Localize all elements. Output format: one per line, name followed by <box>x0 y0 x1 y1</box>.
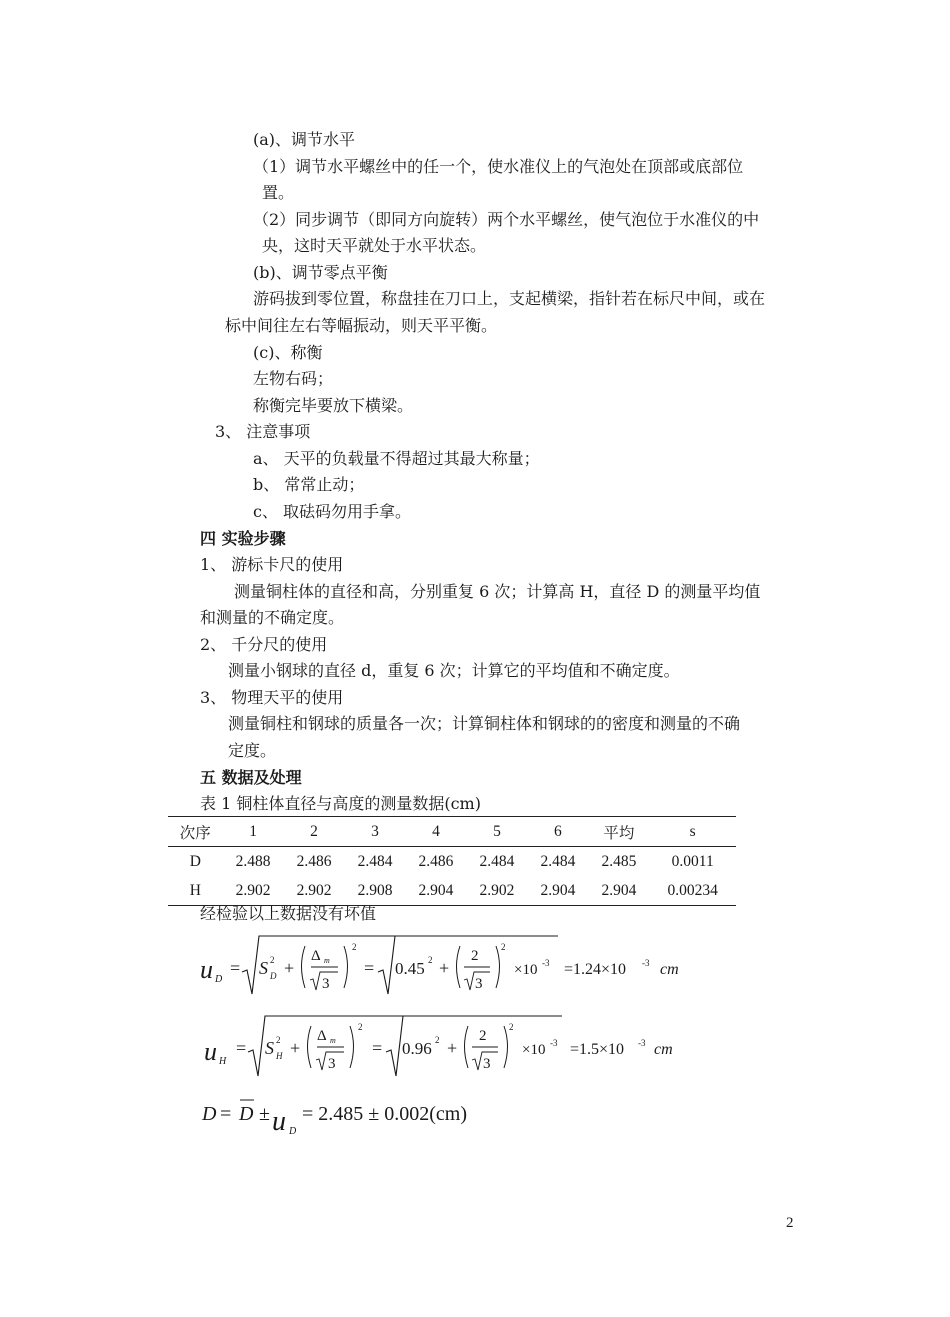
table-header-cell: 平均 <box>588 817 649 847</box>
text-line: 定度。 <box>228 741 277 760</box>
formula-D-result <box>200 1092 520 1142</box>
svg-text:2: 2 <box>479 1028 487 1044</box>
table-cell: 2.904 <box>405 876 466 906</box>
text-line: 3、 物理天平的使用 <box>200 688 344 707</box>
svg-text:+: + <box>439 958 450 978</box>
svg-text:3: 3 <box>475 976 483 992</box>
svg-text:+: + <box>284 958 295 978</box>
table-cell: H <box>168 876 223 906</box>
svg-text:m: m <box>324 956 330 965</box>
uD-unit: cm <box>660 961 679 978</box>
table-header-cell: 5 <box>466 817 527 847</box>
uD-result: =1.24×10 <box>564 961 627 978</box>
text-line-notes-heading: 3、 注意事项 <box>215 422 311 441</box>
table-cell: 2.488 <box>235 852 271 870</box>
text-line-c-heading: (c)、称衡 <box>253 343 323 362</box>
svg-text:D: D <box>289 1126 297 1137</box>
svg-text:3: 3 <box>322 976 330 992</box>
svg-text:2: 2 <box>352 942 357 952</box>
svg-text:=: = <box>372 1038 383 1058</box>
table-header-cell: 2 <box>284 817 345 847</box>
uH-unit: cm <box>654 1041 673 1058</box>
uD-exponent-1: -3 <box>542 958 550 968</box>
text-line: （2）同步调节（即同方向旋转）两个水平螺丝，使气泡位于水准仪的中 <box>253 210 760 229</box>
svg-text:2: 2 <box>358 1022 363 1032</box>
text-line: 标中间往左右等幅振动，则天平平衡。 <box>225 316 498 335</box>
uH-exponent: -3 <box>638 1038 646 1048</box>
text-line: 1、 游标卡尺的使用 <box>200 555 344 574</box>
table-cell: 2.902 <box>284 876 345 906</box>
svg-text:S: S <box>265 1038 274 1058</box>
svg-text:×10: ×10 <box>522 1042 546 1058</box>
uD-inner-value: 0.45 <box>395 959 425 978</box>
table-header-cell: 1 <box>223 817 284 847</box>
svg-text:D: D <box>239 1103 254 1125</box>
svg-text:u: u <box>204 1037 217 1066</box>
table-header-cell: s <box>649 817 736 847</box>
svg-text:u: u <box>272 1106 286 1137</box>
table-cell: 2.902 <box>223 876 284 906</box>
svg-text:S: S <box>259 958 268 978</box>
svg-text:=: = <box>236 1038 247 1058</box>
no-outlier-note: 经检验以上数据没有坏值 <box>200 904 377 923</box>
page-number: 2 <box>786 1215 794 1231</box>
text-line-a-heading: (a)、调节水平 <box>253 130 356 149</box>
text-line: 测量铜柱和钢球的质量各一次；计算铜柱体和钢球的的密度和测量的不确 <box>228 714 741 733</box>
text-line-b-heading: (b)、调节零点平衡 <box>253 263 388 282</box>
table-row <box>168 847 736 877</box>
svg-text:=: = <box>230 958 241 978</box>
svg-text:3: 3 <box>483 1056 491 1072</box>
svg-text:=: = <box>220 1103 232 1125</box>
svg-text:2: 2 <box>501 942 506 952</box>
text-line: a、 天平的负载量不得超过其最大称量； <box>253 449 540 468</box>
table-cell: 2.486 <box>418 852 454 870</box>
svg-text:2: 2 <box>471 948 479 964</box>
section-heading-5: 五 数据及处理 <box>200 768 302 787</box>
table-cell: 2.484 <box>357 852 393 870</box>
svg-text:2: 2 <box>435 1035 440 1045</box>
text-line: c、 取砝码勿用手拿。 <box>253 502 412 521</box>
text-line: （1）调节水平螺丝中的任一个，使水准仪上的气泡处在顶部或底部位 <box>253 157 744 176</box>
formula-uH <box>202 1012 722 1084</box>
table-cell: 0.00234 <box>649 876 736 906</box>
table-caption: 表 1 铜柱体直径与高度的测量数据(cm) <box>200 794 481 813</box>
text-line: 测量小钢球的直径 d，重复 6 次；计算它的平均值和不确定度。 <box>228 661 680 680</box>
measurement-table <box>168 816 736 906</box>
svg-text:D: D <box>202 1103 217 1125</box>
table-header-cell: 次序 <box>168 817 223 847</box>
table-cell: 2.485 <box>601 852 637 870</box>
table-header-cell: 6 <box>527 817 588 847</box>
text-line: 游码拔到零位置，称盘挂在刀口上，支起横梁，指针若在标尺中间，或在 <box>253 289 766 308</box>
table-cell: 2.484 <box>540 852 576 870</box>
table-row <box>168 876 736 906</box>
text-line: 央，这时天平就处于水平状态。 <box>262 236 487 255</box>
table-header-cell: 3 <box>345 817 406 847</box>
svg-text:2: 2 <box>509 1022 514 1032</box>
table-cell: 2.904 <box>527 876 588 906</box>
uH-inner-value: 0.96 <box>402 1039 432 1058</box>
table-cell: 0.0011 <box>671 852 714 870</box>
svg-text:2: 2 <box>276 1035 281 1045</box>
text-line: 测量铜柱体的直径和高，分别重复 6 次；计算高 H，直径 D 的测量平均值 <box>234 582 761 601</box>
D-result-value: = 2.485 ± 0.002(cm) <box>302 1103 468 1125</box>
svg-text:+: + <box>290 1038 301 1058</box>
section-heading-4: 四 实验步骤 <box>200 529 286 548</box>
text-line: b、 常常止动； <box>253 475 365 494</box>
table-cell: D <box>189 852 201 870</box>
svg-text:H: H <box>219 1056 227 1067</box>
table-header-row <box>168 817 736 847</box>
text-line: 置。 <box>262 183 295 202</box>
svg-text:Δ: Δ <box>317 1028 327 1044</box>
svg-text:H: H <box>276 1051 283 1061</box>
svg-text:D: D <box>215 974 223 985</box>
text-line: 2、 千分尺的使用 <box>200 635 328 654</box>
formula-uD <box>198 932 718 1002</box>
svg-text:2: 2 <box>428 955 433 965</box>
svg-text:3: 3 <box>328 1056 336 1072</box>
svg-text:u: u <box>200 955 213 984</box>
table-header-cell: 4 <box>405 817 466 847</box>
text-line: 和测量的不确定度。 <box>200 608 345 627</box>
svg-text:×10: ×10 <box>514 962 538 978</box>
table-cell: 2.484 <box>479 852 515 870</box>
text-line: 左物右码； <box>253 369 334 388</box>
svg-text:=: = <box>364 958 375 978</box>
uD-exponent: -3 <box>642 958 650 968</box>
svg-text:D: D <box>270 971 277 981</box>
table-cell: 2.904 <box>588 876 649 906</box>
table-cell: 2.902 <box>466 876 527 906</box>
svg-text:±: ± <box>259 1103 270 1125</box>
svg-text:+: + <box>447 1038 458 1058</box>
uH-result: =1.5×10 <box>570 1041 625 1058</box>
svg-text:m: m <box>330 1036 336 1045</box>
text-line: 称衡完毕要放下横梁。 <box>253 396 414 415</box>
svg-text:2: 2 <box>270 955 275 965</box>
svg-text:Δ: Δ <box>311 948 321 964</box>
table-cell: 2.908 <box>345 876 406 906</box>
uH-exponent-1: -3 <box>550 1038 558 1048</box>
table-cell: 2.486 <box>296 852 332 870</box>
